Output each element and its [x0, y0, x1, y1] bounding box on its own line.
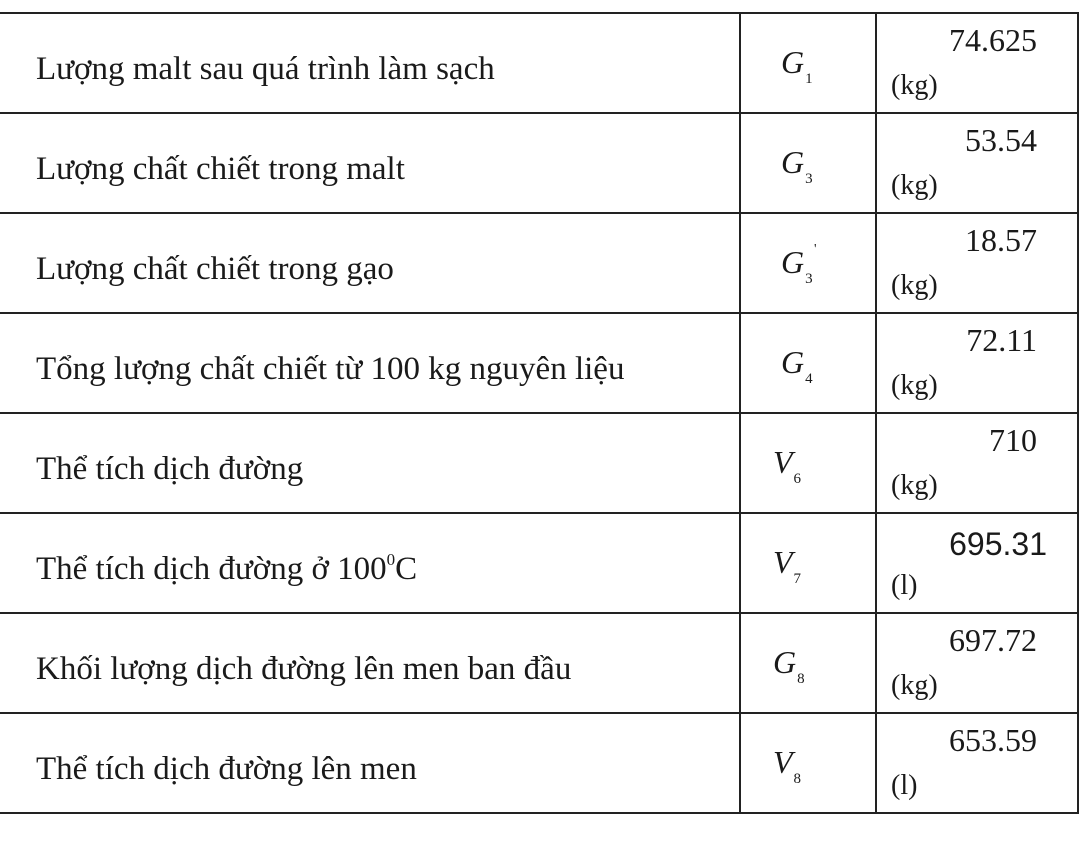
row-value-cell: [876, 613, 1078, 713]
row-value: 53.54: [965, 122, 1037, 158]
row-unit: (kg): [891, 270, 938, 301]
row-symbol-cell: [740, 413, 876, 513]
symbol-subscript: 8: [793, 771, 802, 787]
row-symbol-cell: [740, 713, 876, 813]
row-label: Lượng chất chiết trong malt: [36, 150, 405, 187]
row-label: Tổng lượng chất chiết từ 100 kg nguyên liệu: [36, 350, 625, 387]
row-symbol: [773, 544, 802, 587]
symbol-letter: G: [781, 44, 805, 80]
table-row: [0, 113, 1078, 213]
symbol-letter: G: [781, 144, 805, 180]
table-row: [0, 613, 1078, 713]
row-value-cell: [876, 213, 1078, 313]
row-label: Lượng chất chiết trong gạo: [36, 250, 394, 287]
data-table: [0, 12, 1079, 814]
row-value: 695.31: [949, 526, 1047, 562]
row-label: Lượng malt sau quá trình làm sạch: [36, 50, 495, 87]
table-row: [0, 13, 1078, 113]
row-unit: (l): [891, 570, 918, 601]
row-unit: (l): [891, 770, 918, 801]
row-value-cell: [876, 413, 1078, 513]
row-label-cell: [0, 613, 740, 713]
symbol-letter: G: [781, 344, 805, 380]
row-unit: (kg): [891, 170, 938, 201]
symbol-subscript: 3: [805, 171, 813, 187]
row-symbol-cell: [740, 13, 876, 113]
row-label-cell: [0, 413, 740, 513]
row-unit: (kg): [891, 370, 938, 401]
row-label: Thể tích dịch đường lên men: [36, 750, 417, 787]
symbol-prime: ': [814, 242, 817, 257]
table-row: [0, 413, 1078, 513]
symbol-letter: V: [773, 744, 793, 780]
symbol-subscript: 7: [793, 571, 802, 587]
row-symbol-cell: [740, 213, 876, 313]
row-unit: (kg): [891, 670, 938, 701]
row-value: 72.11: [966, 322, 1037, 358]
row-value-cell: [876, 113, 1078, 213]
table-row: [0, 513, 1078, 613]
table-row: [0, 713, 1078, 813]
table-row: [0, 313, 1078, 413]
row-label-cell: [0, 113, 740, 213]
symbol-letter: G: [781, 244, 805, 280]
symbol-subscript: 4: [805, 371, 813, 387]
symbol-subscript: 3: [805, 271, 813, 287]
row-value: 697.72: [949, 622, 1037, 658]
row-symbol: [781, 144, 813, 187]
row-value: 653.59: [949, 722, 1037, 758]
symbol-subscript: 1: [805, 71, 813, 87]
row-symbol-cell: [740, 613, 876, 713]
row-unit: (kg): [891, 70, 938, 101]
row-label-cell: [0, 513, 740, 613]
row-symbol-cell: [740, 313, 876, 413]
row-label: Khối lượng dịch đường lên men ban đầu: [36, 650, 572, 687]
row-value: 18.57: [965, 222, 1037, 258]
row-symbol: [781, 44, 813, 87]
symbol-letter: G: [773, 644, 797, 680]
symbol-subscript: 6: [793, 471, 802, 487]
row-symbol: [773, 744, 802, 787]
row-value: 74.625: [949, 22, 1037, 58]
row-symbol: [781, 344, 813, 387]
row-label-cell: [0, 213, 740, 313]
row-symbol: [781, 242, 817, 287]
row-label-superscript: 0: [386, 550, 396, 569]
row-value-cell: [876, 313, 1078, 413]
row-value: 710: [989, 422, 1037, 458]
row-label: Thể tích dịch đường: [36, 450, 304, 487]
row-value-cell: [876, 713, 1078, 813]
row-unit: (kg): [891, 470, 938, 501]
row-symbol: [773, 444, 802, 487]
symbol-letter: V: [773, 444, 793, 480]
row-label-cell: [0, 713, 740, 813]
row-symbol-cell: [740, 113, 876, 213]
symbol-letter: V: [773, 544, 793, 580]
row-label-cell: [0, 313, 740, 413]
row-symbol-cell: [740, 513, 876, 613]
row-label-suffix: C: [395, 551, 418, 587]
symbol-subscript: 8: [797, 671, 805, 687]
row-label: Thể tích dịch đường ở 100: [36, 551, 387, 587]
row-label-cell: [0, 13, 740, 113]
table-row: [0, 213, 1078, 313]
row-value-cell: [876, 13, 1078, 113]
row-value-cell: [876, 513, 1078, 613]
row-symbol: [773, 644, 805, 687]
